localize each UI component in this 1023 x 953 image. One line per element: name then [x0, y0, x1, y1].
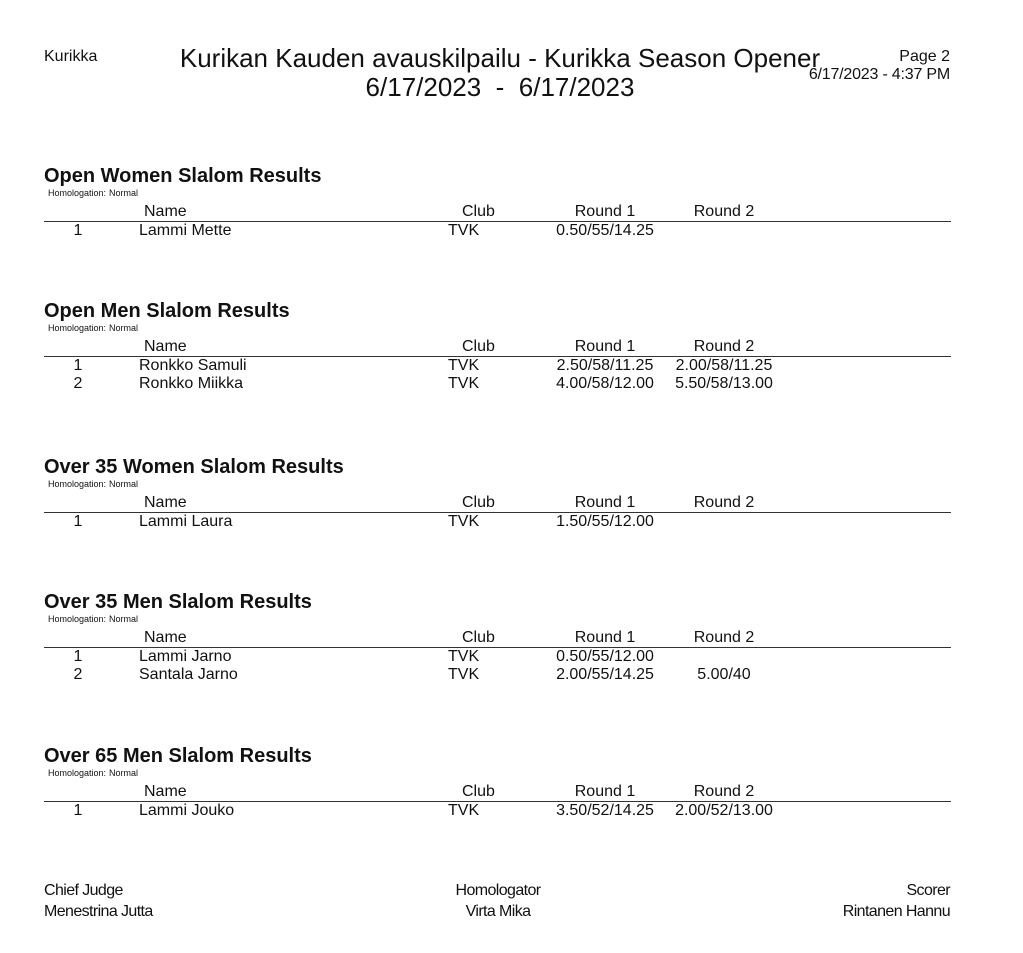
- report-date-range: 6/17/2023 - 6/17/2023: [365, 72, 635, 102]
- section-title: Over 35 Women Slalom Results: [44, 456, 344, 478]
- skier-name: Lammi Jarno: [139, 648, 232, 665]
- column-header-name: Name: [144, 629, 187, 646]
- column-header-round1: Round 1: [574, 338, 636, 355]
- column-header-round2: Round 2: [693, 494, 755, 511]
- table-row: [44, 802, 951, 820]
- column-header-name: Name: [144, 338, 187, 355]
- skier-name: Lammi Mette: [139, 222, 232, 239]
- column-header-name: Name: [144, 203, 187, 220]
- homologation-value: Normal: [109, 188, 139, 198]
- skier-name: Ronkko Miikka: [139, 375, 244, 392]
- round1-score: 2.50/58/11.25: [556, 357, 654, 374]
- table-row: [44, 222, 951, 240]
- report-title: [150, 44, 850, 102]
- homologator-label: Homologator: [455, 882, 541, 899]
- column-header-round1: Round 1: [574, 783, 636, 800]
- place: 1: [73, 513, 83, 530]
- homologator-name: Virta Mika: [465, 903, 531, 920]
- skier-name: Lammi Laura: [139, 513, 233, 530]
- scorer-label: Scorer: [906, 882, 950, 899]
- round2-score: 2.00/52/13.00: [675, 802, 773, 819]
- section-title: Over 65 Men Slalom Results: [44, 745, 312, 767]
- club: TVK: [448, 357, 480, 374]
- round2-score: 2.00/58/11.25: [675, 357, 773, 374]
- column-header-round1: Round 1: [574, 629, 636, 646]
- homologation-value: Normal: [109, 768, 139, 778]
- place: 1: [73, 357, 83, 374]
- table-header: [44, 338, 951, 357]
- column-header-name: Name: [144, 494, 187, 511]
- column-header-name: Name: [144, 783, 187, 800]
- page-number: Page 2: [899, 48, 950, 65]
- results-section: [44, 165, 951, 240]
- table-row: [44, 666, 951, 684]
- table-row: [44, 648, 951, 666]
- homologation-label: Homologation:: [48, 323, 107, 333]
- table-header: [44, 783, 951, 802]
- place: 1: [73, 802, 83, 819]
- table-row: [44, 375, 951, 393]
- homologation-info: [48, 768, 951, 779]
- round1-score: 3.50/52/14.25: [556, 802, 654, 819]
- round1-score: 0.50/55/14.25: [556, 222, 654, 239]
- homologator-block: [443, 880, 553, 922]
- round1-score: 1.50/55/12.00: [556, 513, 654, 530]
- homologation-info: [48, 188, 951, 199]
- homologation-info: [48, 614, 951, 625]
- column-header-club: Club: [462, 494, 495, 511]
- column-header-club: Club: [462, 783, 495, 800]
- column-header-round2: Round 2: [693, 783, 755, 800]
- printed-timestamp: 6/17/2023 - 4:37 PM: [808, 66, 950, 83]
- homologation-label: Homologation:: [48, 614, 107, 624]
- skier-name: Santala Jarno: [139, 666, 238, 683]
- table-header: [44, 203, 951, 222]
- column-header-round1: Round 1: [574, 203, 636, 220]
- club: TVK: [448, 513, 480, 530]
- homologation-value: Normal: [109, 323, 139, 333]
- section-title: Open Men Slalom Results: [44, 300, 290, 322]
- round2-score: 5.00/40: [697, 666, 751, 683]
- homologation-value: Normal: [109, 614, 139, 624]
- place: 1: [73, 222, 83, 239]
- table-header: [44, 494, 951, 513]
- homologation-info: [48, 479, 951, 490]
- homologation-label: Homologation:: [48, 188, 107, 198]
- chief-judge-block: [44, 880, 153, 922]
- place: 1: [73, 648, 83, 665]
- round2-score: 5.50/58/13.00: [675, 375, 773, 392]
- table-row: [44, 513, 951, 531]
- round1-score: 2.00/55/14.25: [556, 666, 654, 683]
- homologation-value: Normal: [109, 479, 139, 489]
- organization-name: Kurikka: [44, 48, 98, 65]
- scorer-block: [843, 880, 950, 922]
- round1-score: 4.00/58/12.00: [556, 375, 654, 392]
- place: 2: [73, 666, 83, 683]
- column-header-round2: Round 2: [693, 203, 755, 220]
- club: TVK: [448, 375, 480, 392]
- report-title-line1: Kurikan Kauden avauskilpailu - Kurikka Season Opener: [179, 43, 821, 73]
- homologation-info: [48, 323, 951, 334]
- column-header-round1: Round 1: [574, 494, 636, 511]
- club: TVK: [448, 802, 480, 819]
- results-section: [44, 745, 951, 820]
- results-section: [44, 300, 951, 393]
- column-header-club: Club: [462, 338, 495, 355]
- section-title: Open Women Slalom Results: [44, 165, 322, 187]
- homologation-label: Homologation:: [48, 768, 107, 778]
- results-section: [44, 456, 951, 531]
- skier-name: Ronkko Samuli: [139, 357, 247, 374]
- scorer-name: Rintanen Hannu: [842, 903, 950, 920]
- homologation-label: Homologation:: [48, 479, 107, 489]
- place: 2: [73, 375, 83, 392]
- column-header-club: Club: [462, 203, 495, 220]
- chief-judge-label: Chief Judge: [44, 882, 123, 899]
- club: TVK: [448, 222, 480, 239]
- chief-judge-name: Menestrina Jutta: [44, 903, 153, 920]
- club: TVK: [448, 648, 480, 665]
- round1-score: 0.50/55/12.00: [556, 648, 654, 665]
- section-title: Over 35 Men Slalom Results: [44, 591, 312, 613]
- column-header-round2: Round 2: [693, 338, 755, 355]
- skier-name: Lammi Jouko: [139, 802, 235, 819]
- table-header: [44, 629, 951, 648]
- table-row: [44, 357, 951, 375]
- column-header-round2: Round 2: [693, 629, 755, 646]
- club: TVK: [448, 666, 480, 683]
- column-header-club: Club: [462, 629, 495, 646]
- results-section: [44, 591, 951, 684]
